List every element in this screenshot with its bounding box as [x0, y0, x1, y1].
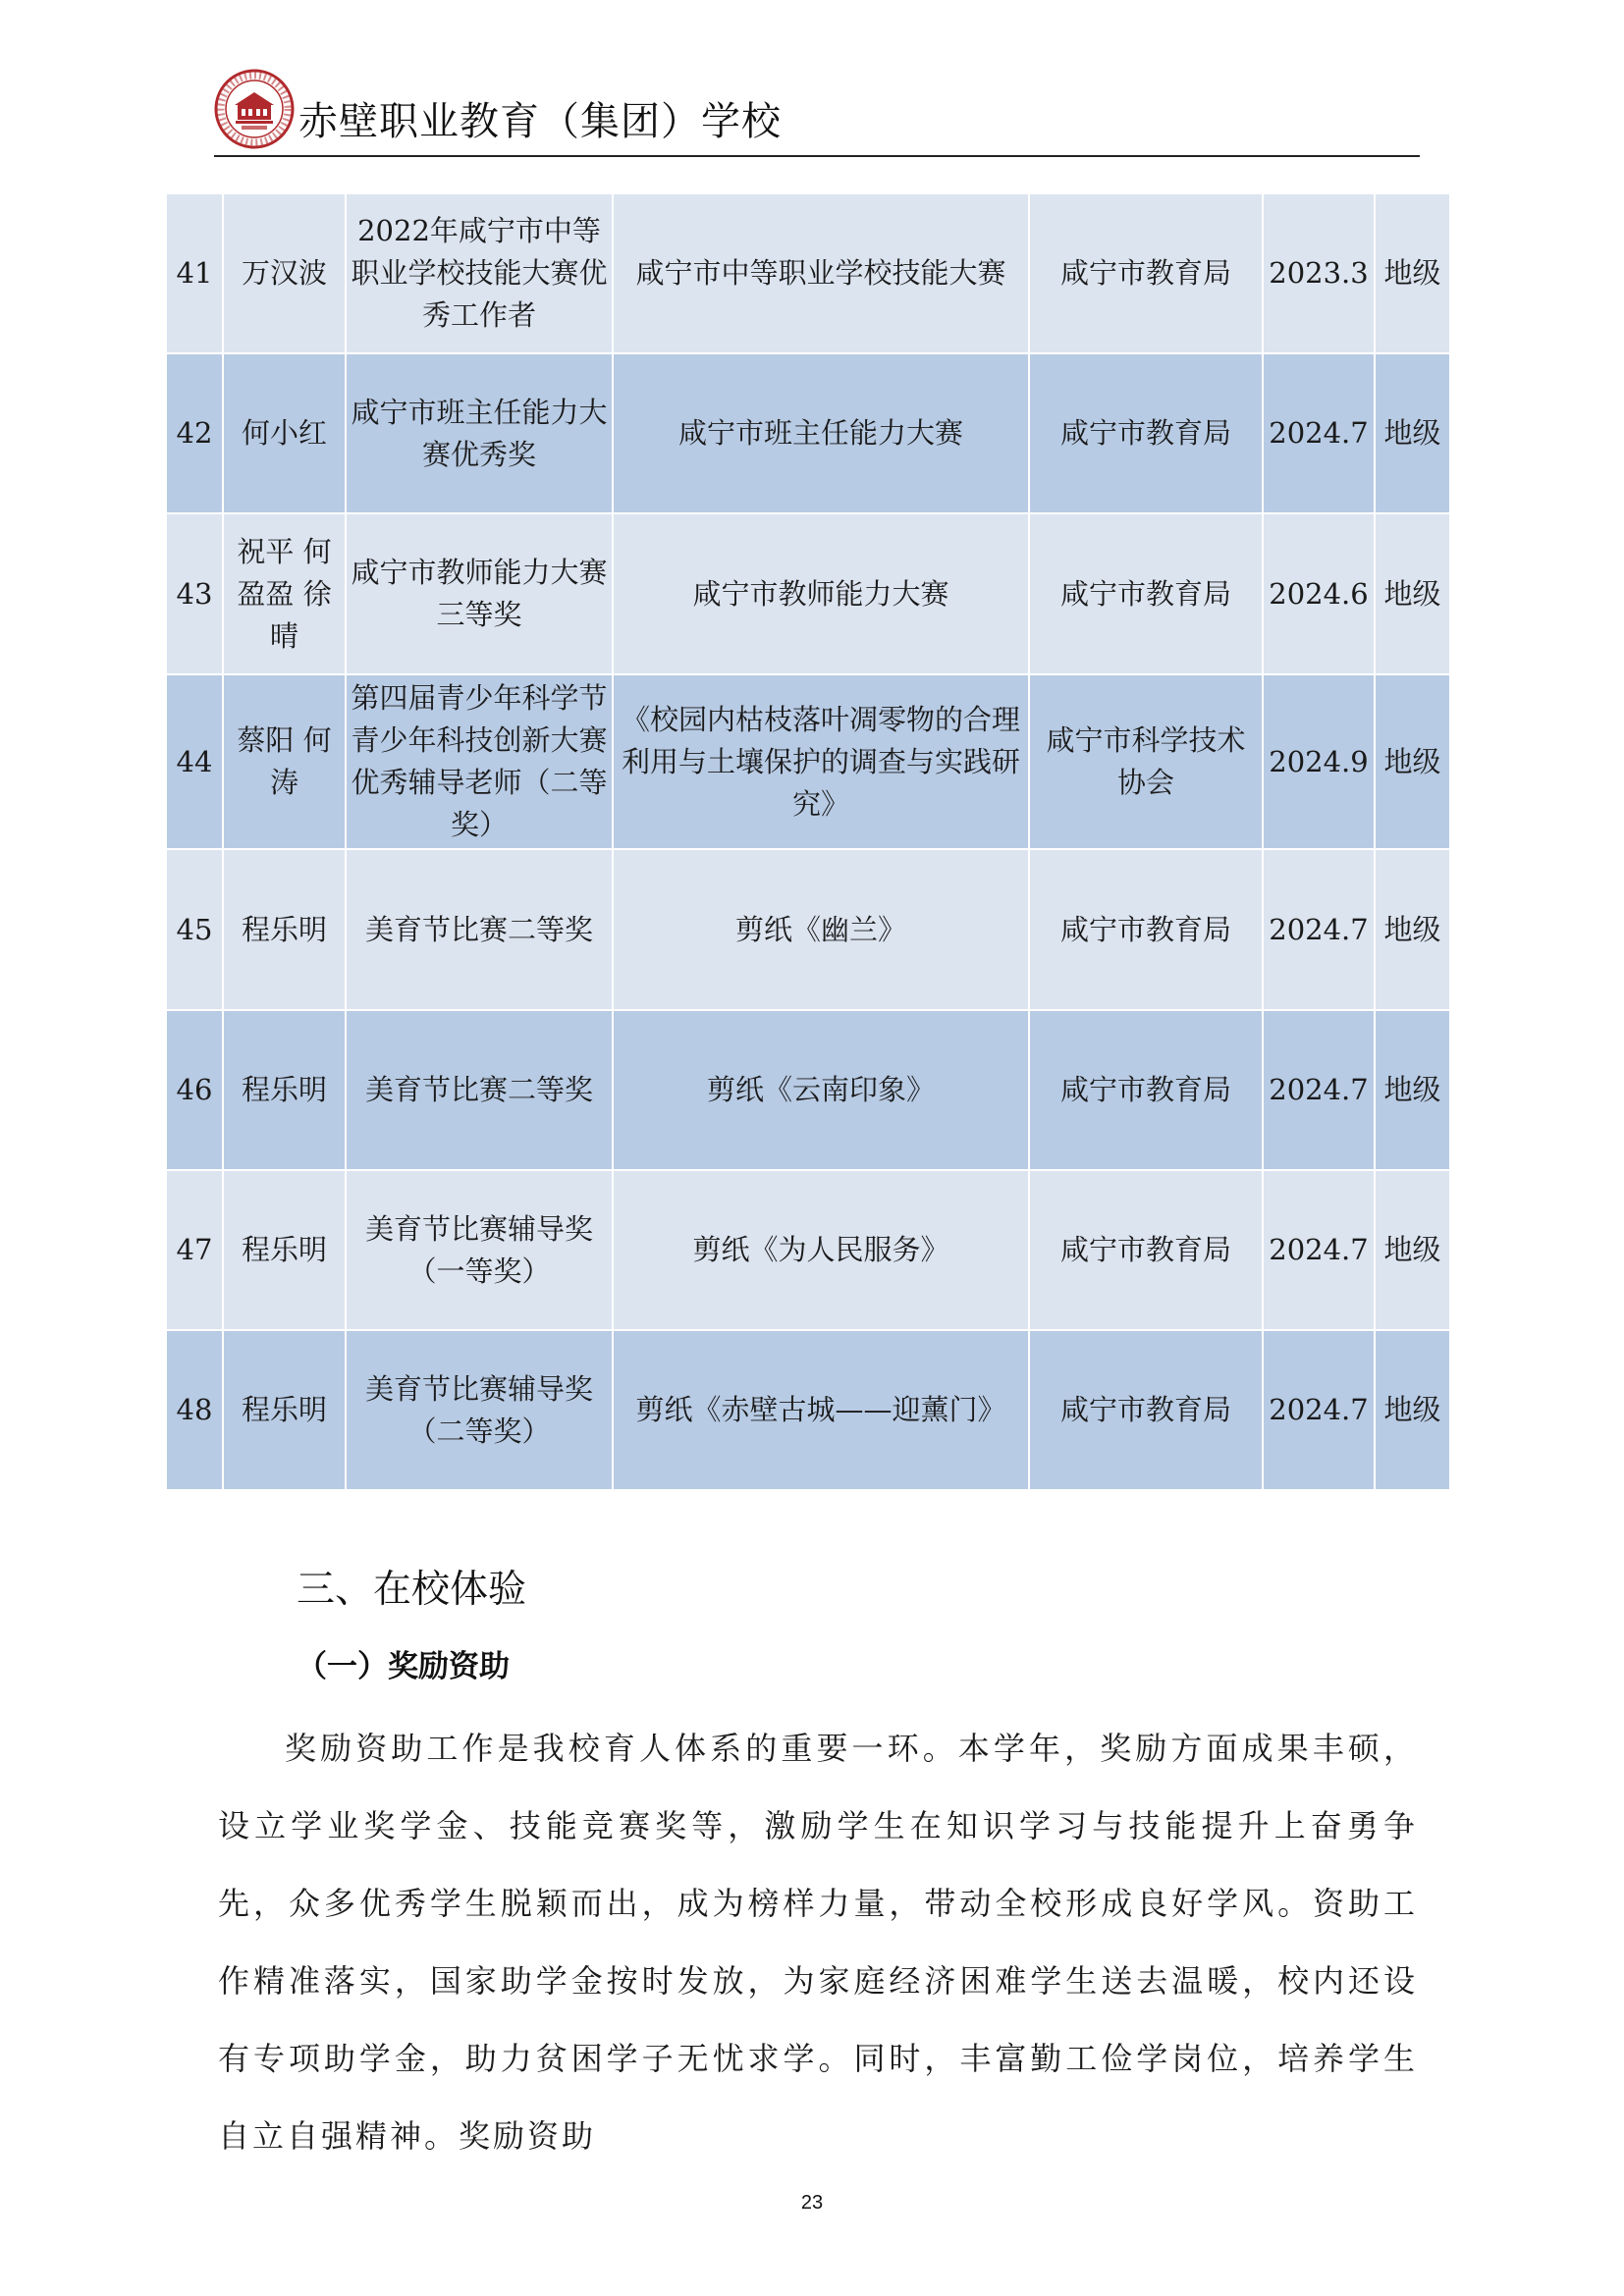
competition-project: 剪纸《幽兰》 — [613, 849, 1029, 1010]
body-paragraph: 奖励资助工作是我校育人体系的重要一环。本学年，奖励方面成果丰硕，设立学业奖学金、技能竞赛奖等，激励学生在知识学习与技能提升上奋勇争先，众多优秀学生脱颖而出，成为榜样力量，带动全校形成良好学风。资助工作精准落实，国家助学金按时发放，为家庭经济困难学生送去温暖，校内还设有专项助学金，助力贫困学子无忧求学。同时，丰富勤工俭学岗位，培养学生自立自强精神。奖励资助 — [218, 1730, 1418, 2155]
competition-project: 咸宁市班主任能力大赛 — [613, 353, 1029, 513]
competition-project: 剪纸《赤壁古城——迎薰门》 — [613, 1330, 1029, 1490]
section-heading: 三、在校体验 — [297, 1568, 527, 1612]
issuing-authority: 咸宁市科学技术协会 — [1029, 674, 1263, 849]
award-date: 2024.9 — [1263, 674, 1375, 849]
award-name: 美育节比赛辅导奖（一等奖） — [346, 1170, 613, 1330]
award-level: 地级 — [1375, 353, 1449, 513]
winner-name: 蔡阳 何涛 — [223, 674, 346, 849]
winner-name: 祝平 何盈盈 徐晴 — [223, 513, 346, 674]
row-number: 44 — [167, 674, 223, 849]
page-header — [214, 61, 1420, 157]
winner-name: 何小红 — [223, 353, 346, 513]
award-level: 地级 — [1375, 1330, 1449, 1490]
table-row — [167, 1330, 1449, 1490]
issuing-authority: 咸宁市教育局 — [1029, 1010, 1263, 1170]
page-number: 23 — [800, 2192, 824, 2214]
award-level: 地级 — [1375, 674, 1449, 849]
competition-project: 咸宁市教师能力大赛 — [613, 513, 1029, 674]
award-level: 地级 — [1375, 194, 1449, 353]
winner-name: 万汉波 — [223, 194, 346, 353]
winner-name: 程乐明 — [223, 1330, 346, 1490]
table-row — [167, 353, 1449, 513]
award-name: 咸宁市班主任能力大赛优秀奖 — [346, 353, 613, 513]
row-number: 45 — [167, 849, 223, 1010]
award-name: 美育节比赛辅导奖（二等奖） — [346, 1330, 613, 1490]
award-level: 地级 — [1375, 1170, 1449, 1330]
row-number: 43 — [167, 513, 223, 674]
award-date: 2024.6 — [1263, 513, 1375, 674]
table-row — [167, 849, 1449, 1010]
issuing-authority: 咸宁市教育局 — [1029, 1170, 1263, 1330]
competition-project: 《校园内枯枝落叶凋零物的合理利用与土壤保护的调查与实践研究》 — [613, 674, 1029, 849]
winner-name: 程乐明 — [223, 1010, 346, 1170]
issuing-authority: 咸宁市教育局 — [1029, 194, 1263, 353]
award-date: 2024.7 — [1263, 1330, 1375, 1490]
competition-project: 剪纸《云南印象》 — [613, 1010, 1029, 1170]
issuing-authority: 咸宁市教育局 — [1029, 1330, 1263, 1490]
table-row — [167, 674, 1449, 849]
school-logo — [214, 69, 295, 149]
award-date: 2024.7 — [1263, 353, 1375, 513]
winner-name: 程乐明 — [223, 1170, 346, 1330]
award-level: 地级 — [1375, 513, 1449, 674]
table-row — [167, 194, 1449, 353]
award-name: 美育节比赛二等奖 — [346, 849, 613, 1010]
row-number: 46 — [167, 1010, 223, 1170]
award-name: 2022年咸宁市中等职业学校技能大赛优秀工作者 — [346, 194, 613, 353]
row-number: 42 — [167, 353, 223, 513]
award-date: 2024.7 — [1263, 1010, 1375, 1170]
row-number: 41 — [167, 194, 223, 353]
winner-name: 程乐明 — [223, 849, 346, 1010]
table-row — [167, 513, 1449, 674]
issuing-authority: 咸宁市教育局 — [1029, 353, 1263, 513]
issuing-authority: 咸宁市教育局 — [1029, 849, 1263, 1010]
issuing-authority: 咸宁市教育局 — [1029, 513, 1263, 674]
row-number: 47 — [167, 1170, 223, 1330]
awards-table — [167, 194, 1449, 1491]
table-row — [167, 1170, 1449, 1330]
award-name: 第四届青少年科学节青少年科技创新大赛优秀辅导老师（二等奖） — [346, 674, 613, 849]
award-name: 咸宁市教师能力大赛三等奖 — [346, 513, 613, 674]
competition-project: 剪纸《为人民服务》 — [613, 1170, 1029, 1330]
award-level: 地级 — [1375, 849, 1449, 1010]
award-date: 2024.7 — [1263, 1170, 1375, 1330]
award-date: 2024.7 — [1263, 849, 1375, 1010]
table-row — [167, 1010, 1449, 1170]
award-date: 2023.3 — [1263, 194, 1375, 353]
award-level: 地级 — [1375, 1010, 1449, 1170]
row-number: 48 — [167, 1330, 223, 1490]
subsection-heading: （一）奖励资助 — [297, 1649, 510, 1684]
award-name: 美育节比赛二等奖 — [346, 1010, 613, 1170]
school-name: 赤壁职业教育（集团）学校 — [298, 99, 782, 144]
competition-project: 咸宁市中等职业学校技能大赛 — [613, 194, 1029, 353]
